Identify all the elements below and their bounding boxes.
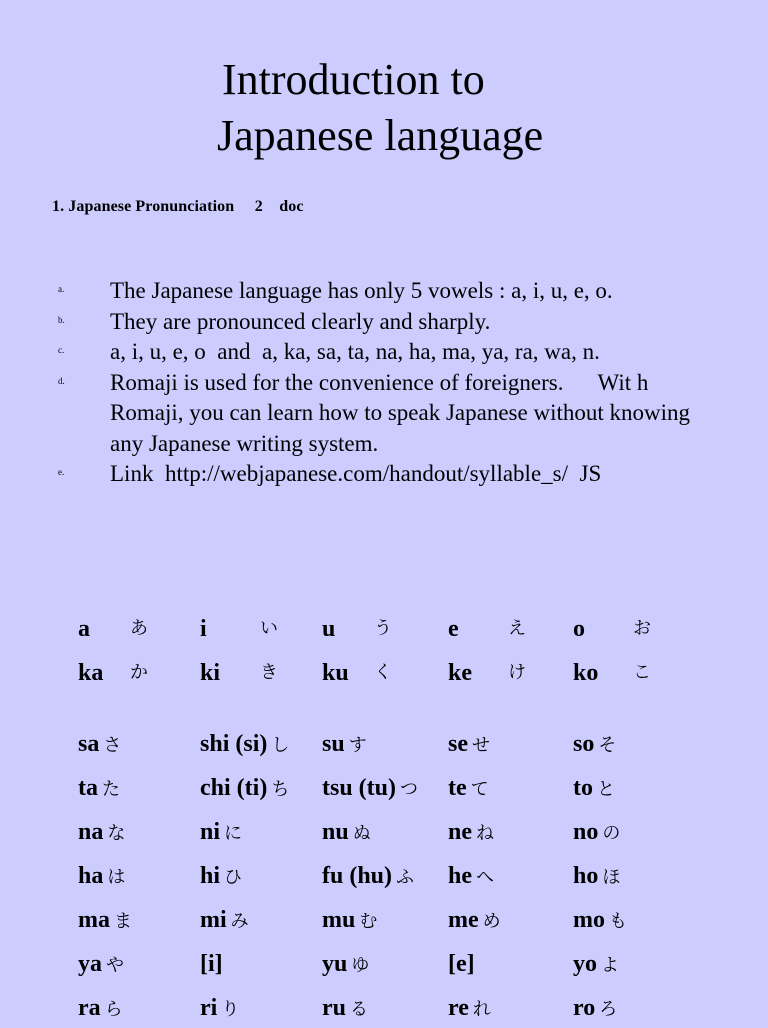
kana-cell [200, 858, 242, 896]
bullet-marker: b. [58, 314, 65, 325]
kana-glyph: お [633, 618, 651, 639]
kana-cell [322, 814, 371, 852]
romaji-text: mi [200, 907, 227, 933]
romaji-text: ro [573, 995, 596, 1021]
kana-cell [322, 990, 368, 1028]
romaji-text: ra [78, 995, 101, 1021]
romaji-text: ni [200, 819, 221, 845]
kana-cell [448, 858, 494, 896]
kana-glyph: ま [114, 911, 132, 932]
kana-cell [78, 655, 148, 691]
kana-cell [200, 611, 278, 647]
romaji-text: fu (hu) [322, 863, 393, 889]
kana-glyph: た [102, 779, 120, 800]
bullet-marker: e. [58, 467, 65, 477]
kana-cell [573, 814, 620, 852]
kana-glyph: も [609, 911, 627, 932]
kana-cell [322, 726, 367, 764]
bullet-item [0, 337, 690, 368]
kana-glyph: え [508, 618, 526, 639]
romaji-text: na [78, 819, 104, 845]
bullet-item [0, 368, 696, 460]
kana-row [0, 655, 768, 691]
kana-cell [200, 902, 249, 940]
kana-glyph: は [107, 867, 126, 888]
kana-cell [200, 990, 239, 1028]
romaji-text: u [322, 616, 336, 642]
romaji-text: he [448, 863, 472, 889]
kana-cell [448, 655, 526, 691]
kana-glyph: か [130, 662, 148, 683]
kana-cell [78, 990, 123, 1028]
bullet-item [0, 459, 690, 490]
bullet-marker: a. [58, 284, 65, 294]
kana-cell [78, 902, 132, 940]
kana-glyph: ぬ [352, 823, 371, 844]
romaji-text: chi (ti) [200, 775, 268, 801]
kana-glyph: ゆ [351, 955, 370, 976]
kana-glyph: ね [476, 823, 494, 844]
romaji-text: se [448, 731, 468, 757]
kana-cell [448, 814, 494, 852]
romaji-text: ya [78, 951, 102, 977]
kana-cell [448, 902, 501, 940]
bullet-text[interactable]: Link http://webjapanese.com/handout/syllable_s/ JS [110, 461, 602, 486]
kana-glyph: み [230, 911, 249, 932]
kana-glyph: ち [271, 779, 290, 800]
bullet-item [0, 276, 690, 307]
kana-cell [78, 858, 125, 896]
kana-cell [200, 770, 289, 808]
kana-glyph: て [470, 779, 489, 800]
romaji-text: e [448, 616, 459, 642]
romaji-text: mo [573, 907, 605, 933]
kana-cell [322, 946, 369, 984]
kana-row [0, 902, 768, 938]
kana-glyph: う [374, 618, 392, 639]
romaji-text: ri [200, 995, 218, 1021]
romaji-text: ku [322, 660, 349, 686]
bullet-marker: d. [58, 375, 65, 386]
kana-cell [78, 726, 121, 764]
kana-glyph: や [106, 955, 124, 976]
kana-cell [322, 902, 377, 940]
bullet-text: Romaji is used for the convenience of foreigners. Wit h Romaji, you can learn how to speak Japanese without knowing any Japanese writing system. [110, 369, 696, 456]
romaji-text: ma [78, 907, 110, 933]
kana-glyph: い [260, 618, 278, 639]
kana-cell [78, 814, 125, 852]
kana-glyph: あ [130, 618, 148, 639]
bullet-text: The Japanese language has only 5 vowels : a, i, u, e, o. [110, 278, 613, 303]
romaji-text: yu [322, 951, 348, 977]
kana-row [0, 726, 768, 762]
romaji-text: me [448, 907, 479, 933]
romaji-text: to [573, 775, 593, 801]
kana-cell [200, 726, 289, 764]
kana-cell [448, 946, 475, 982]
kana-glyph: の [602, 823, 621, 844]
kana-cell [573, 770, 615, 808]
romaji-text: [i] [200, 951, 223, 977]
bullet-marker: c. [58, 345, 65, 355]
kana-cell [322, 770, 418, 808]
romaji-text: ka [78, 660, 104, 686]
kana-cell [200, 946, 223, 982]
bullet-item [0, 307, 690, 338]
romaji-text: ru [322, 995, 346, 1021]
kana-cell [573, 726, 616, 764]
kana-glyph: な [107, 823, 126, 844]
kana-cell [448, 990, 491, 1028]
kana-glyph: ほ [602, 867, 621, 888]
kana-row [0, 770, 768, 806]
kana-glyph: こ [633, 662, 651, 683]
kana-glyph: に [224, 823, 243, 844]
romaji-text: ko [573, 660, 599, 686]
romaji-text: ki [200, 660, 221, 686]
romaji-text: ta [78, 775, 98, 801]
kana-row [0, 814, 768, 850]
subtitle: 1. Japanese Pronunciation 2 doc [52, 198, 304, 215]
romaji-text: ho [573, 863, 599, 889]
romaji-text: te [448, 775, 467, 801]
romaji-text: su [322, 731, 345, 757]
romaji-text: nu [322, 819, 349, 845]
kana-cell [573, 946, 619, 984]
kana-glyph: と [597, 779, 615, 800]
kana-glyph: せ [472, 735, 490, 756]
kana-cell [322, 858, 414, 896]
bullet-list [0, 276, 768, 490]
kana-glyph: る [350, 999, 368, 1020]
kana-cell [78, 946, 124, 984]
kana-cell [78, 770, 120, 808]
kana-row [0, 611, 768, 647]
kana-cell [573, 858, 620, 896]
kana-cell [200, 655, 278, 691]
kana-glyph: ふ [396, 867, 415, 888]
kana-glyph: す [348, 735, 367, 756]
kana-glyph: よ [601, 955, 619, 976]
kana-row [0, 858, 768, 894]
kana-cell [448, 726, 490, 764]
kana-glyph: つ [400, 779, 419, 800]
kana-glyph: そ [598, 735, 617, 756]
bullet-text: a, i, u, e, o and a, ka, sa, ta, na, ha, ma, ya, ra, wa, n. [110, 339, 600, 364]
kana-glyph: し [271, 735, 290, 756]
romaji-text: mu [322, 907, 356, 933]
kana-cell [78, 611, 148, 647]
romaji-text: i [200, 616, 207, 642]
kana-cell [322, 655, 392, 691]
kana-glyph: さ [103, 735, 122, 756]
romaji-text: so [573, 731, 595, 757]
romaji-text: shi (si) [200, 731, 268, 757]
kana-row [0, 946, 768, 982]
kana-cell [322, 611, 392, 647]
romaji-text: o [573, 616, 585, 642]
title-line-1: Introduction to [222, 55, 485, 104]
kana-glyph: ひ [224, 867, 243, 888]
kana-glyph: り [221, 999, 240, 1020]
kana-glyph: へ [476, 867, 494, 888]
kana-glyph: め [482, 911, 501, 932]
bullet-text: They are pronounced clearly and sharply. [110, 308, 491, 334]
kana-glyph: れ [472, 999, 491, 1020]
kana-glyph: き [260, 662, 278, 683]
kana-cell [573, 990, 617, 1028]
romaji-text: [e] [448, 951, 475, 977]
romaji-text: re [448, 995, 469, 1021]
romaji-text: ha [78, 863, 104, 889]
kana-row [0, 990, 768, 1026]
romaji-text: no [573, 819, 599, 845]
romaji-text: hi [200, 863, 221, 889]
kana-glyph: む [359, 911, 378, 932]
romaji-text: sa [78, 731, 100, 757]
kana-glyph: け [508, 662, 526, 683]
romaji-text: ne [448, 819, 472, 845]
kana-cell [448, 611, 526, 647]
romaji-text: a [78, 616, 90, 642]
kana-cell [200, 814, 242, 852]
kana-cell [573, 655, 651, 691]
kana-cell [448, 770, 489, 808]
romaji-text: ke [448, 660, 472, 686]
page-title [0, 52, 768, 164]
kana-glyph: ろ [599, 999, 618, 1020]
kana-glyph: く [374, 662, 392, 683]
kana-glyph: ら [104, 999, 123, 1020]
kana-cell [573, 902, 627, 940]
romaji-text: yo [573, 951, 597, 977]
romaji-text: tsu (tu) [322, 775, 397, 801]
kana-cell [573, 611, 651, 647]
title-line-2: Japanese language [217, 111, 544, 160]
